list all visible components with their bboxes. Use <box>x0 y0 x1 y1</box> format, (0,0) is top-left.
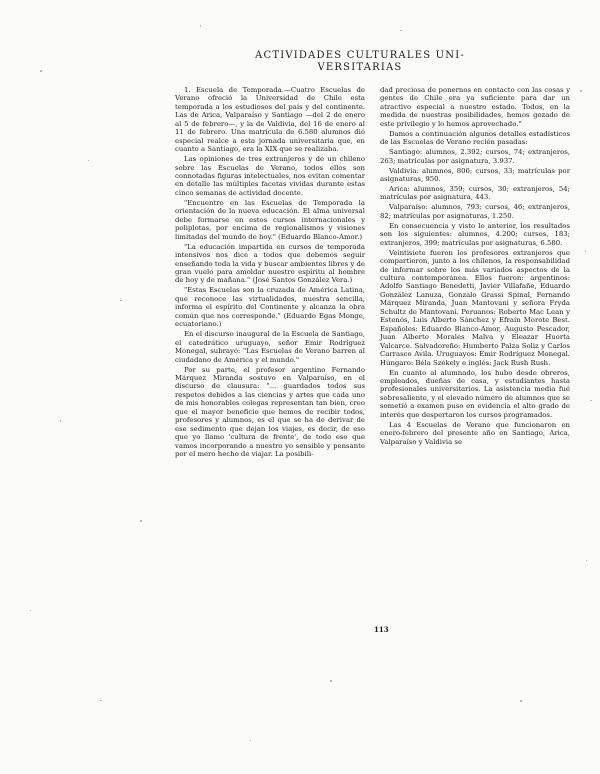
paragraph: "La educación impartida en cursos de temporada intensivos nos dice a todos que debemos seguir enseñando toda la vida y buscar ambientes libres y de gran vuelo para amoldar nuestro espíritu al hombre de hoy y de mañana." (José Santos González Vera.) <box>175 242 365 285</box>
paragraph: Las 4 Escuelas de Verano que funcionaron en enero-febrero del presente año en Santiago, Arica, Valparaíso y Valdivia se <box>380 420 570 446</box>
title-line-1: ACTIVIDADES CULTURALES UNI- <box>255 50 465 61</box>
article-title <box>245 50 475 74</box>
paragraph: Por su parte, el profesor argentino Fernando Márquez Miranda sostuvo en Valparaíso, en el discurso de clausura: "... guardados todos sus respetos debidos a las ciencias y artes que cada uno de mis honorables colegas representan tan bien, creo que el mayor beneficio que hemos de recibir todos, profesores y alumnos, es el que se ha de derivar de ese sedimento que dejan los viajes, es decir, de eso que yo llamo 'cultura de frente', de todo eso que vamos incorporando a nuestro yo sensible y pensante por el mero hecho de viajar. La posibili- <box>175 365 365 459</box>
page-number: 113 <box>374 625 389 634</box>
title-line-2: VERSITARIAS <box>317 62 403 73</box>
paragraph: "Encuentro en las Escuelas de Temporada la orientación de la nueva educación. El alma universal debe formarse en estos cursos internacionales y poliplotas, por encima de regionalismos y visiones limitadas del mundo de hoy." (Eduardo Blanco-Amor.) <box>175 198 365 241</box>
paragraph: Arica: alumnos, 359; cursos, 30; extranjeros, 54; matrículas por asignatura, 443. <box>380 184 570 202</box>
paragraph: dad preciosa de ponernos en contacto con las cosas y gentes de Chile era ya suficiente para dar un atractivo especial a nuestro estado. Todos, en la medida de nuestras posibilidades, hemos gozado de este privilegio y lo hemos aprovechado." <box>380 86 570 128</box>
paragraph: Santiago: alumnos, 2.392; cursos, 74; extranjeros, 263; matrículas por asignatura, 3.937. <box>380 148 570 165</box>
paragraph: Damos a continuación algunos detalles estadísticos de las Escuelas de Verano recién pasadas: <box>380 129 570 147</box>
paragraph: 1. Escuela de Temporada.—Cuatro Escuelas de Verano ofreció la Universidad de Chile esta temporada a los estudiosos del país y del continente. Las de Arica, Valparaíso y Santiago —del 2 de enero al 5 de febrero—, y la de Valdivia, del 16 de enero al 11 de febrero. Una matrícula de 6.580 alumnos dió especial realce a esta jornada universitaria que, en cuanto a Santiago, era la XIX que se realizaba. <box>175 86 365 154</box>
paragraph: "Estas Escuelas son la cruzada de América Latina, que reconoce las virtualidades, nuestra sencilla, informa el espíritu del Continente y alcanza la obra común que nos corresponde." (Eduardo Egas Monge, ecuatoriano.) <box>175 286 365 329</box>
left-column <box>175 86 365 460</box>
paragraph: Veintisiete fueron los profesores extranjeros que compartieron, junto a los chilenos, la responsabilidad de informar sobre los más variados aspectos de la cultura contemporánea. Ellos fueron: argentinos: Adolfo Santiago Benedetti, Javier Villafañe, Eduardo González Lanuza, Gonzalo Grassi Spinal, Fernando Márquez Miranda, Juan Mantovani y señora Fryda Schultz de Mantovani. Peruanos: Roberto Mac Lean y Estenós, Luis Alberto Sánchez y Efraín Morote Best. Españoles: Eduardo Blanco-Amor, Augusto Pescador, Juan Alberto Morales Malva y Eleazar Huerta Valcarce. Salvadoreño: Humberto Palza Soliz y Carlos Carrasco Avila. Uruguayos: Emir Rodríguez Monegal. Húngaro: Béla Székely e inglés: Jack Rush Rush. <box>380 248 570 367</box>
paragraph: Valparaíso: alumnos, 793; cursos, 46; extranjeros, 82; matrículas por asignaturas, 1.250. <box>380 203 570 220</box>
paragraph: Las opiniones de tres extranjeros y de un chileno sobre las Escuelas de Verano, todos ellos son connotadas figuras intelectuales, nos evitan comentar en detalle las múltiples facetas vividas durante estas cinco semanas de actividad docente. <box>175 155 365 197</box>
paragraph: En consecuencia y visto lo anterior, los resultados son los siguientes: alumnos, 4.200; cursos, 183; extranjeros, 399; matrículas por asignaturas, 6.580. <box>380 221 570 247</box>
paragraph: En el discurso inaugural de la Escuela de Santiago, el catedrático uruguayo, señor Emir Rodríguez Monegal, subrayó: "Las Escuelas de Verano barren al ciudadano de América y el mundo." <box>175 330 365 364</box>
paragraph: En cuanto al alumnado, los hubo desde obreros, empleados, dueñas de casa, y estudiantes hasta profesionales universitarios. La asistencia media fué sobresaliente, y el elevado número de alumnos que se sometió a examen puso en evidencia el alto grado de interés que despertaron los cursos programados. <box>380 368 570 419</box>
paragraph: Valdivia: alumnos, 806; cursos, 33; matrículas por asignaturas, 950. <box>380 166 570 184</box>
right-column <box>380 86 570 448</box>
